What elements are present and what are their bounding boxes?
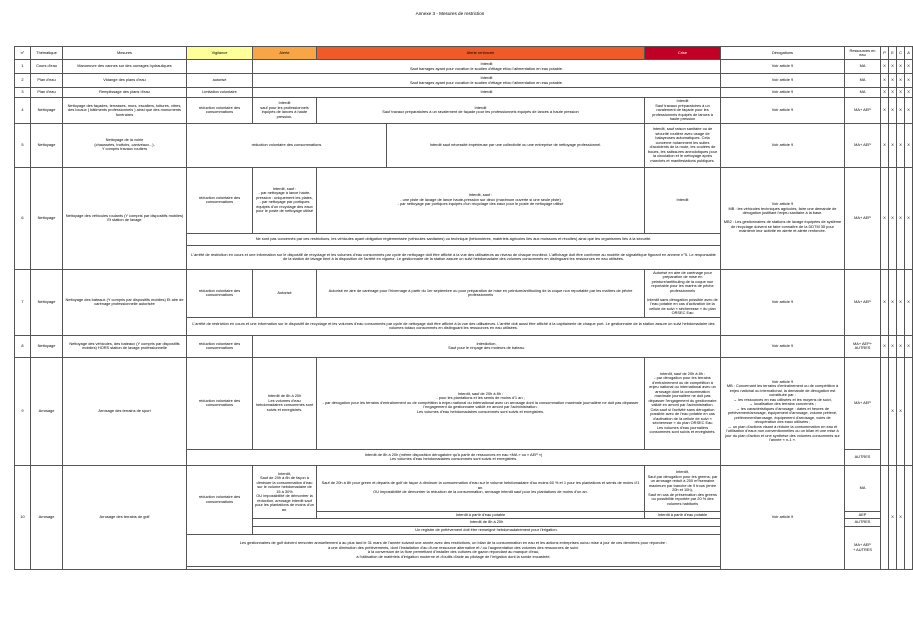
row-thematique: Cours d'eau bbox=[31, 60, 63, 74]
other-resources-note: Interdit de 8h à 20h (même disposition dérogatoire qu'à partir de ressources en eau «MA » ou « AEP ») Les volumes d'eau hebdomadaires consommés sont suivis et enregistrés. bbox=[187, 449, 721, 465]
e-mark: X bbox=[889, 88, 897, 98]
resource-cell: MA+ AEP bbox=[845, 269, 881, 335]
c-mark: X bbox=[897, 465, 905, 569]
e-mark: X bbox=[889, 123, 897, 167]
a-mark: X bbox=[905, 123, 913, 167]
crise-cell: Autorisé en aire de carénage pour préparation de mise en peinture/antifouling de la coque non reportable pour les marins de pêche professionnels Interdit sans dérogation possible avec de l'eau potable en cas d'activation de la cellule de suivi « sécheresse » du plan ORSEC Eau bbox=[645, 269, 721, 317]
row-thematique: Nettoyage bbox=[31, 167, 63, 269]
resource-cell: MA+ AEP + AUTRES bbox=[845, 526, 881, 569]
resource-cell: AEP bbox=[845, 511, 881, 519]
col-header-alerte-renforcee: Alerte renforcée bbox=[317, 47, 645, 60]
derogation-cell: Voir article 9 bbox=[721, 88, 845, 98]
a-mark: X bbox=[905, 167, 913, 269]
row-mesure: Nettoyage des façades, terrasses, murs, escaliers, toitures, vitres, des locaux ( bâtiments professionnels ) ainsi que des monuments funéraires bbox=[63, 98, 187, 124]
crise-cell: Interdit bbox=[645, 167, 721, 233]
table-row bbox=[15, 465, 913, 511]
row-number: 9 bbox=[15, 357, 31, 465]
c-mark: X bbox=[897, 74, 905, 88]
resource-cell: MA+ AEP bbox=[845, 98, 881, 124]
exemption-note: Ne sont pas concernés par ces restrictions, les véhicules ayant obligation réglementaire (véhicules sanitaires) ou technique (bétonnières, matériels agricoles liés aux moissons et récoltes) ainsi que les organismes liés à la sécurité. bbox=[187, 233, 721, 245]
row-thematique: Nettoyage bbox=[31, 98, 63, 124]
p-mark: X bbox=[881, 74, 889, 88]
table-row bbox=[15, 74, 913, 88]
vigilance-cell: réduction volontaire des consommations bbox=[187, 335, 253, 357]
p-mark: X bbox=[881, 123, 889, 167]
col-header-c: C bbox=[897, 47, 905, 60]
p-mark: X bbox=[881, 60, 889, 74]
c-mark: X bbox=[897, 60, 905, 74]
c-mark: X bbox=[897, 88, 905, 98]
vigilance-cell: réduction volontaire des consommations bbox=[187, 357, 253, 449]
row-mesure: Manoeuvre des vannes sur des ouvrages hydrauliques bbox=[63, 60, 187, 74]
a-mark: X bbox=[905, 335, 913, 357]
table-row bbox=[15, 123, 913, 167]
resource-cell: MA bbox=[845, 465, 881, 511]
alerte-renforcee-cell: Interdit sauf nécessité impérieuse par une collectivité ou une entreprise de nettoyage professionnel. bbox=[387, 123, 645, 167]
col-header-p: P bbox=[881, 47, 889, 60]
col-header-crise: Crise bbox=[645, 47, 721, 60]
row-mesure: Nettoyage des bateaux (Y compris par dispositifs mobiles) Et aire de carénage professionnelle autorisée bbox=[63, 269, 187, 335]
derogation-cell: Voir article 9 bbox=[721, 60, 845, 74]
alerte-renforcee-aep-cell: Interdit à partir d'eau potable bbox=[317, 511, 645, 519]
row-thematique: Nettoyage bbox=[31, 335, 63, 357]
table-row bbox=[15, 167, 913, 233]
a-mark: X bbox=[905, 98, 913, 124]
crise-cell: Interdit Sauf travaux préparatoires à un ravalement de façade pour les professionnels équipés de lances à haute pression bbox=[645, 98, 721, 124]
header-row bbox=[15, 47, 913, 60]
vigilance-cell bbox=[187, 60, 253, 74]
alerte-renforcee-cell: Interdit, sauf de 20h à 8h : - pour les plantations et les semis de moins d'1 an ; - par dérogation pour les terrains d'entraînement ou de compétition à enjeu national ou international avec un arrosage dont la consommation maximale journalière ne doit pas dépasser l'engagement du gestionnaire validé en amont par l'administration. Les volumes d'eau hebdomadaires consommés sont suivis et enregistrés. bbox=[317, 357, 645, 449]
row-number: 3 bbox=[15, 88, 31, 98]
resource-cell: MA+ AEP+ AUTRES bbox=[845, 335, 881, 357]
col-header-alerte: Alerte bbox=[253, 47, 317, 60]
register-note: Un registre de prélèvement doit être renseigné hebdomadairement pour l'irrigation. bbox=[253, 526, 721, 534]
a-mark bbox=[905, 357, 913, 465]
col-header-a: A bbox=[905, 47, 913, 60]
c-mark: X bbox=[897, 335, 905, 357]
e-mark: X bbox=[889, 98, 897, 124]
e-mark: X bbox=[889, 60, 897, 74]
other-resources-cell: Interdit de 8h à 20h bbox=[253, 519, 721, 527]
p-mark: X bbox=[881, 335, 889, 357]
row-mesure: Nettoyage des véhicules, des bateaux (Y compris par dispositifs mobiles) HORS station de lavage professionnelle bbox=[63, 335, 187, 357]
alerte-cell: Autorisé bbox=[253, 269, 317, 317]
table-row bbox=[15, 60, 913, 74]
vigilance-cell: Limitation volontaire bbox=[187, 88, 253, 98]
vigilance-alerte-cell: réduction volontaire des consommations bbox=[187, 123, 387, 167]
resource-cell: MA+ AEP bbox=[845, 167, 881, 269]
row-thematique: Plan d'eau bbox=[31, 88, 63, 98]
row-thematique: Nettoyage bbox=[31, 123, 63, 167]
merged-restriction-cell: Interdit Sauf barrages ayant pour vocation le soutien d'étiage et/ou l'alimentation en eau potable. bbox=[253, 60, 721, 74]
c-mark: X bbox=[897, 123, 905, 167]
row-number: 7 bbox=[15, 269, 31, 335]
page-title: Annexe 3 - Mesures de restriction bbox=[415, 11, 485, 16]
crise-cell: Interdit, sauf raison sanitaire ou de sécurité routière avec usage de balayeuses automatiques. Cela concerne notamment les suites d'accidents de la route, les coulées de boues, les salissures anecdotiques pour la circulation et le nettoyage après marchés et manifestations publiques. bbox=[645, 123, 721, 167]
merged-restriction-cell: Interdit bbox=[253, 88, 721, 98]
vigilance-cell: réduction volontaire des consommations bbox=[187, 98, 253, 124]
derogation-cell: Voir article 9 bbox=[721, 465, 845, 569]
table-row bbox=[15, 269, 913, 317]
resource-cell: MA+ AEP bbox=[845, 123, 881, 167]
alerte-cell: Interdit, Sauf de 20h à 8h de façon à diminuer la consommation d'eau sur le volume hebdomadaire de 15 à 30% OU impossibilité de démontrer la réduction, arrosage interdit sauf pour les plantations de moins d'un an. bbox=[253, 465, 317, 519]
vigilance-cell: réduction volontaire des consommations bbox=[187, 465, 253, 534]
row-mesure: Remplissage des plans d'eau bbox=[63, 88, 187, 98]
vigilance-cell: réduction volontaire des consommations bbox=[187, 269, 253, 317]
row-mesure: Arrosage des terrains de golf bbox=[63, 465, 187, 569]
row-number: 1 bbox=[15, 60, 31, 74]
e-mark: X bbox=[889, 465, 897, 569]
p-mark bbox=[881, 357, 889, 465]
table-row bbox=[15, 98, 913, 124]
a-mark: X bbox=[905, 269, 913, 335]
p-mark: X bbox=[881, 269, 889, 335]
c-mark: X bbox=[897, 167, 905, 269]
col-header-mesures: Mesures bbox=[63, 47, 187, 60]
derogation-cell: Voir article 9 bbox=[721, 74, 845, 88]
col-header-ressources: Ressources en eau bbox=[845, 47, 881, 60]
spacer-cell bbox=[187, 566, 721, 569]
table-row bbox=[15, 357, 913, 449]
a-mark: X bbox=[905, 74, 913, 88]
resource-cell: AUTRES bbox=[845, 449, 881, 465]
derogation-cell: Voir article 9 bbox=[721, 123, 845, 167]
vigilance-cell: autorisé bbox=[187, 74, 253, 88]
row-thematique: Plan d'eau bbox=[31, 74, 63, 88]
row-mesure: Vidange des plans d'eau bbox=[63, 74, 187, 88]
row-thematique: Arrosage bbox=[31, 465, 63, 569]
alerte-renforcee-cell: Sauf de 20h à 8h pour green et départs de golf de façon à diminuer la consommation d'eau sur le volume hebdomadaire d'au moins 60 % et 1 pour les plantations et semis de moins d'1 an. OU impossibilité de démontrer la réduction de la consommation, arrosage interdit sauf pour les plantations de moins d'un an. bbox=[317, 465, 645, 511]
p-mark: X bbox=[881, 88, 889, 98]
e-mark: X bbox=[889, 335, 897, 357]
a-mark bbox=[905, 465, 913, 569]
c-mark: X bbox=[897, 357, 905, 465]
col-header-vigilance: Vigilance bbox=[187, 47, 253, 60]
row-number: 5 bbox=[15, 123, 31, 167]
col-header-derogations: Dérogations bbox=[721, 47, 845, 60]
table-row bbox=[15, 88, 913, 98]
resource-cell: MA+ AEP bbox=[845, 357, 881, 449]
row-number: 2 bbox=[15, 74, 31, 88]
merged-restriction-cell: Interdiction, Sauf pour le rinçage des moteurs de bateau. bbox=[253, 335, 721, 357]
col-header-e: E bbox=[889, 47, 897, 60]
row-number: 10 bbox=[15, 465, 31, 569]
a-mark: X bbox=[905, 88, 913, 98]
p-mark: X bbox=[881, 98, 889, 124]
crise-cell: Interdit, sauf de 20h à 8h : - par dérogation pour les terrains d'entraînement ou de compétition à enjeu national ou international avec un arrosage dont la consommation maximale journalière ne doit pas dépasser l'engagement du gestionnaire validé en amont par l'administration. Cela sauf si l'activité sans dérogation possible avec de l'eau potable en cas d'activation de la cellule de suivi « sécheresse » du plan ORSEC Eau Les volumes d'eau journaliers consommés sont suivis et enregistrés. bbox=[645, 357, 721, 449]
alerte-renforcee-cell: Interdit Sauf travaux préparatoires à un ravalement de façade pour les professionnels équipés de lances à haute pression bbox=[317, 98, 645, 124]
resource-cell: MA bbox=[845, 74, 881, 88]
e-mark: X bbox=[889, 167, 897, 269]
row-mesure: Arrosage des terrains de sport bbox=[63, 357, 187, 465]
alerte-cell: Interdit sauf pour les professionnels équipés de lances à haute pression. bbox=[253, 98, 317, 124]
row-thematique: Arrosage bbox=[31, 357, 63, 465]
col-header-thematique: Thématique bbox=[31, 47, 63, 60]
resource-cell: MA bbox=[845, 60, 881, 74]
row-mesure: Nettoyage des véhicules roulants (Y compris par dispositifs mobiles) Et station de lavage bbox=[63, 167, 187, 269]
row-number: 6 bbox=[15, 167, 31, 269]
e-mark: X bbox=[889, 269, 897, 335]
merged-restriction-cell: Interdit Sauf barrages ayant pour vocation le soutien d'étiage et/ou l'alimentation en eau potable. bbox=[253, 74, 721, 88]
resource-cell: MA bbox=[845, 88, 881, 98]
golf-annual-report-note: Les gestionnaires de golf doivent remonter annuellement à au plus tard le 31 mars de l'année suivant une année avec des restrictions, un bilan de la consommation en eau et les actions entreprises ou/ou mise à jour de ces dernières pour répondre : à une diminution des prélèvements, dont l'installation d'au d'une ressource alternative et / ou l'augmentation des volumes des ressources de suivi. à la conversion de la flore permettant d'installer des cultures de gazon répondant au manque d'eau, à l'utilisation de matériels d'irrigation moderne et d'outils d'aide au pilotage de l'irrigation dont la sonde encastrée. bbox=[187, 534, 721, 566]
row-number: 4 bbox=[15, 98, 31, 124]
derogation-cell: Voir article 9 bbox=[721, 269, 845, 335]
derogation-cell: Voir article 9 bbox=[721, 98, 845, 124]
p-mark: X bbox=[881, 167, 889, 269]
crise-cell: Interdit, Sauf par dérogation pour les greens, par un arrosage réduit à 250 m³/semaine maximum par tranche de 9 trous (entre 20h et 10h), Sauf en cas de préservation des greens ou possibilité reportée par 20 % des volumes habituels bbox=[645, 465, 721, 511]
e-mark: X bbox=[889, 357, 897, 465]
p-mark bbox=[881, 465, 889, 569]
display-obligation-note: L'arrêté de restriction en cours et une information sur le dispositif de recyclage et les volumes d'eau consommés par cycle de nettoyage doit être affiché à la vue des utilisateurs. L'arrêté doit aussi être affiché à la capitainerie de chaque port. Le gestionnaire de la station assure un suivi hebdomadaire des volumes totaux consommés en distinguant les ressources en eau utilisées. bbox=[187, 317, 721, 335]
c-mark: X bbox=[897, 269, 905, 335]
derogation-cell: Voir article 9 MB : les véhicules techniques agricoles, faire une demande de dérogation justifiant l'enjeu sanitaire à la base. MB2 : Les gestionnaires de stations de lavage équipées de système de recyclage doivent se faire connaître de la DDTM 35 pour maintenir leur activité en alerte et alerte renforcée. bbox=[721, 167, 845, 269]
alerte-cell: Interdit de 8h à 20h Les volumes d'eau hebdomadaires consommés sont suivis et enregistrés. bbox=[253, 357, 317, 449]
c-mark: X bbox=[897, 98, 905, 124]
row-number: 8 bbox=[15, 335, 31, 357]
col-header-n: n° bbox=[15, 47, 31, 60]
row-mesure: Nettoyage de la voirie (chaussées, trottoirs, caniveaux...), Y compris travaux routiers bbox=[63, 123, 187, 167]
e-mark: X bbox=[889, 74, 897, 88]
display-obligation-note: L'arrêté de restriction en cours et une information sur le dispositif de recyclage et les volumes d'eau consommés par cycle de nettoyage doit être affiché à la vue des utilisateurs au niveau de chaque moniteur. L'affichage doit être conforme au modèle de signalétique figurant en annexe n°5. Le responsable de la station de lavage tient à la disposition de l'arrêté en vigueur. Le gestionnaire de la station assure un suivi hebdomadaire des volumes consommés en distinguant les ressources en eau utilisées. bbox=[187, 245, 721, 269]
alerte-cell: Interdit, sauf : - par nettoyage à lance haute-pression : uniquement les plaies, - par nettoyage par portiques équipés d'un recyclage des eaux pour le poste de nettoyage utilisé bbox=[253, 167, 317, 233]
row-thematique: Nettoyage bbox=[31, 269, 63, 335]
alerte-renforcee-cell: Interdit, sauf : - une piste de lavage de lance haute-pression sur deux (maximum ouverte si une seule piste) - par nettoyage par portiques équipés d'un recyclage des eaux pour le poste de nettoyage utilisé bbox=[317, 167, 645, 233]
alerte-renforcee-cell: Autorisé en aire de carénage pour l'hivernage à partir du 1er septembre ou pour préparation de mise en peinture/antifouling de la coque non reportable par les maîtres de pêche professionnels bbox=[317, 269, 645, 317]
a-mark: X bbox=[905, 60, 913, 74]
vigilance-cell: réduction volontaire des consommations bbox=[187, 167, 253, 233]
derogation-cell: Voir article 9 MB : Concernant les terrains d'entraînement ou de compétition à enjeu national ou international, la demande de dérogation est constituée par : → les ressources en eau utilisées et les moyens de suivi, → localisation des terrains concernés ; → les caractéristiques d'arrosage : dates et heures de prélèvement/arrosage, équipement d'arrosage, volume prélevé, prélèvement/arrosage, équipement d'arrosage, voies de récupération des eaux utilisées ; → un plan d'actions visant à réduire la consommation en eau et l'utilisation d'eaux non conventionnelles ou un bilan et une mise à jour du plan d'action et une synthèse des volumes consommés sur l'année « n-1 ». bbox=[721, 357, 845, 465]
derogation-cell: Voir article 9 bbox=[721, 335, 845, 357]
crise-aep-cell: Interdit à partir d'eau potable bbox=[645, 511, 721, 519]
resource-cell: AUTRES bbox=[845, 519, 881, 527]
table-row bbox=[15, 335, 913, 357]
restrictions-table bbox=[14, 46, 913, 570]
